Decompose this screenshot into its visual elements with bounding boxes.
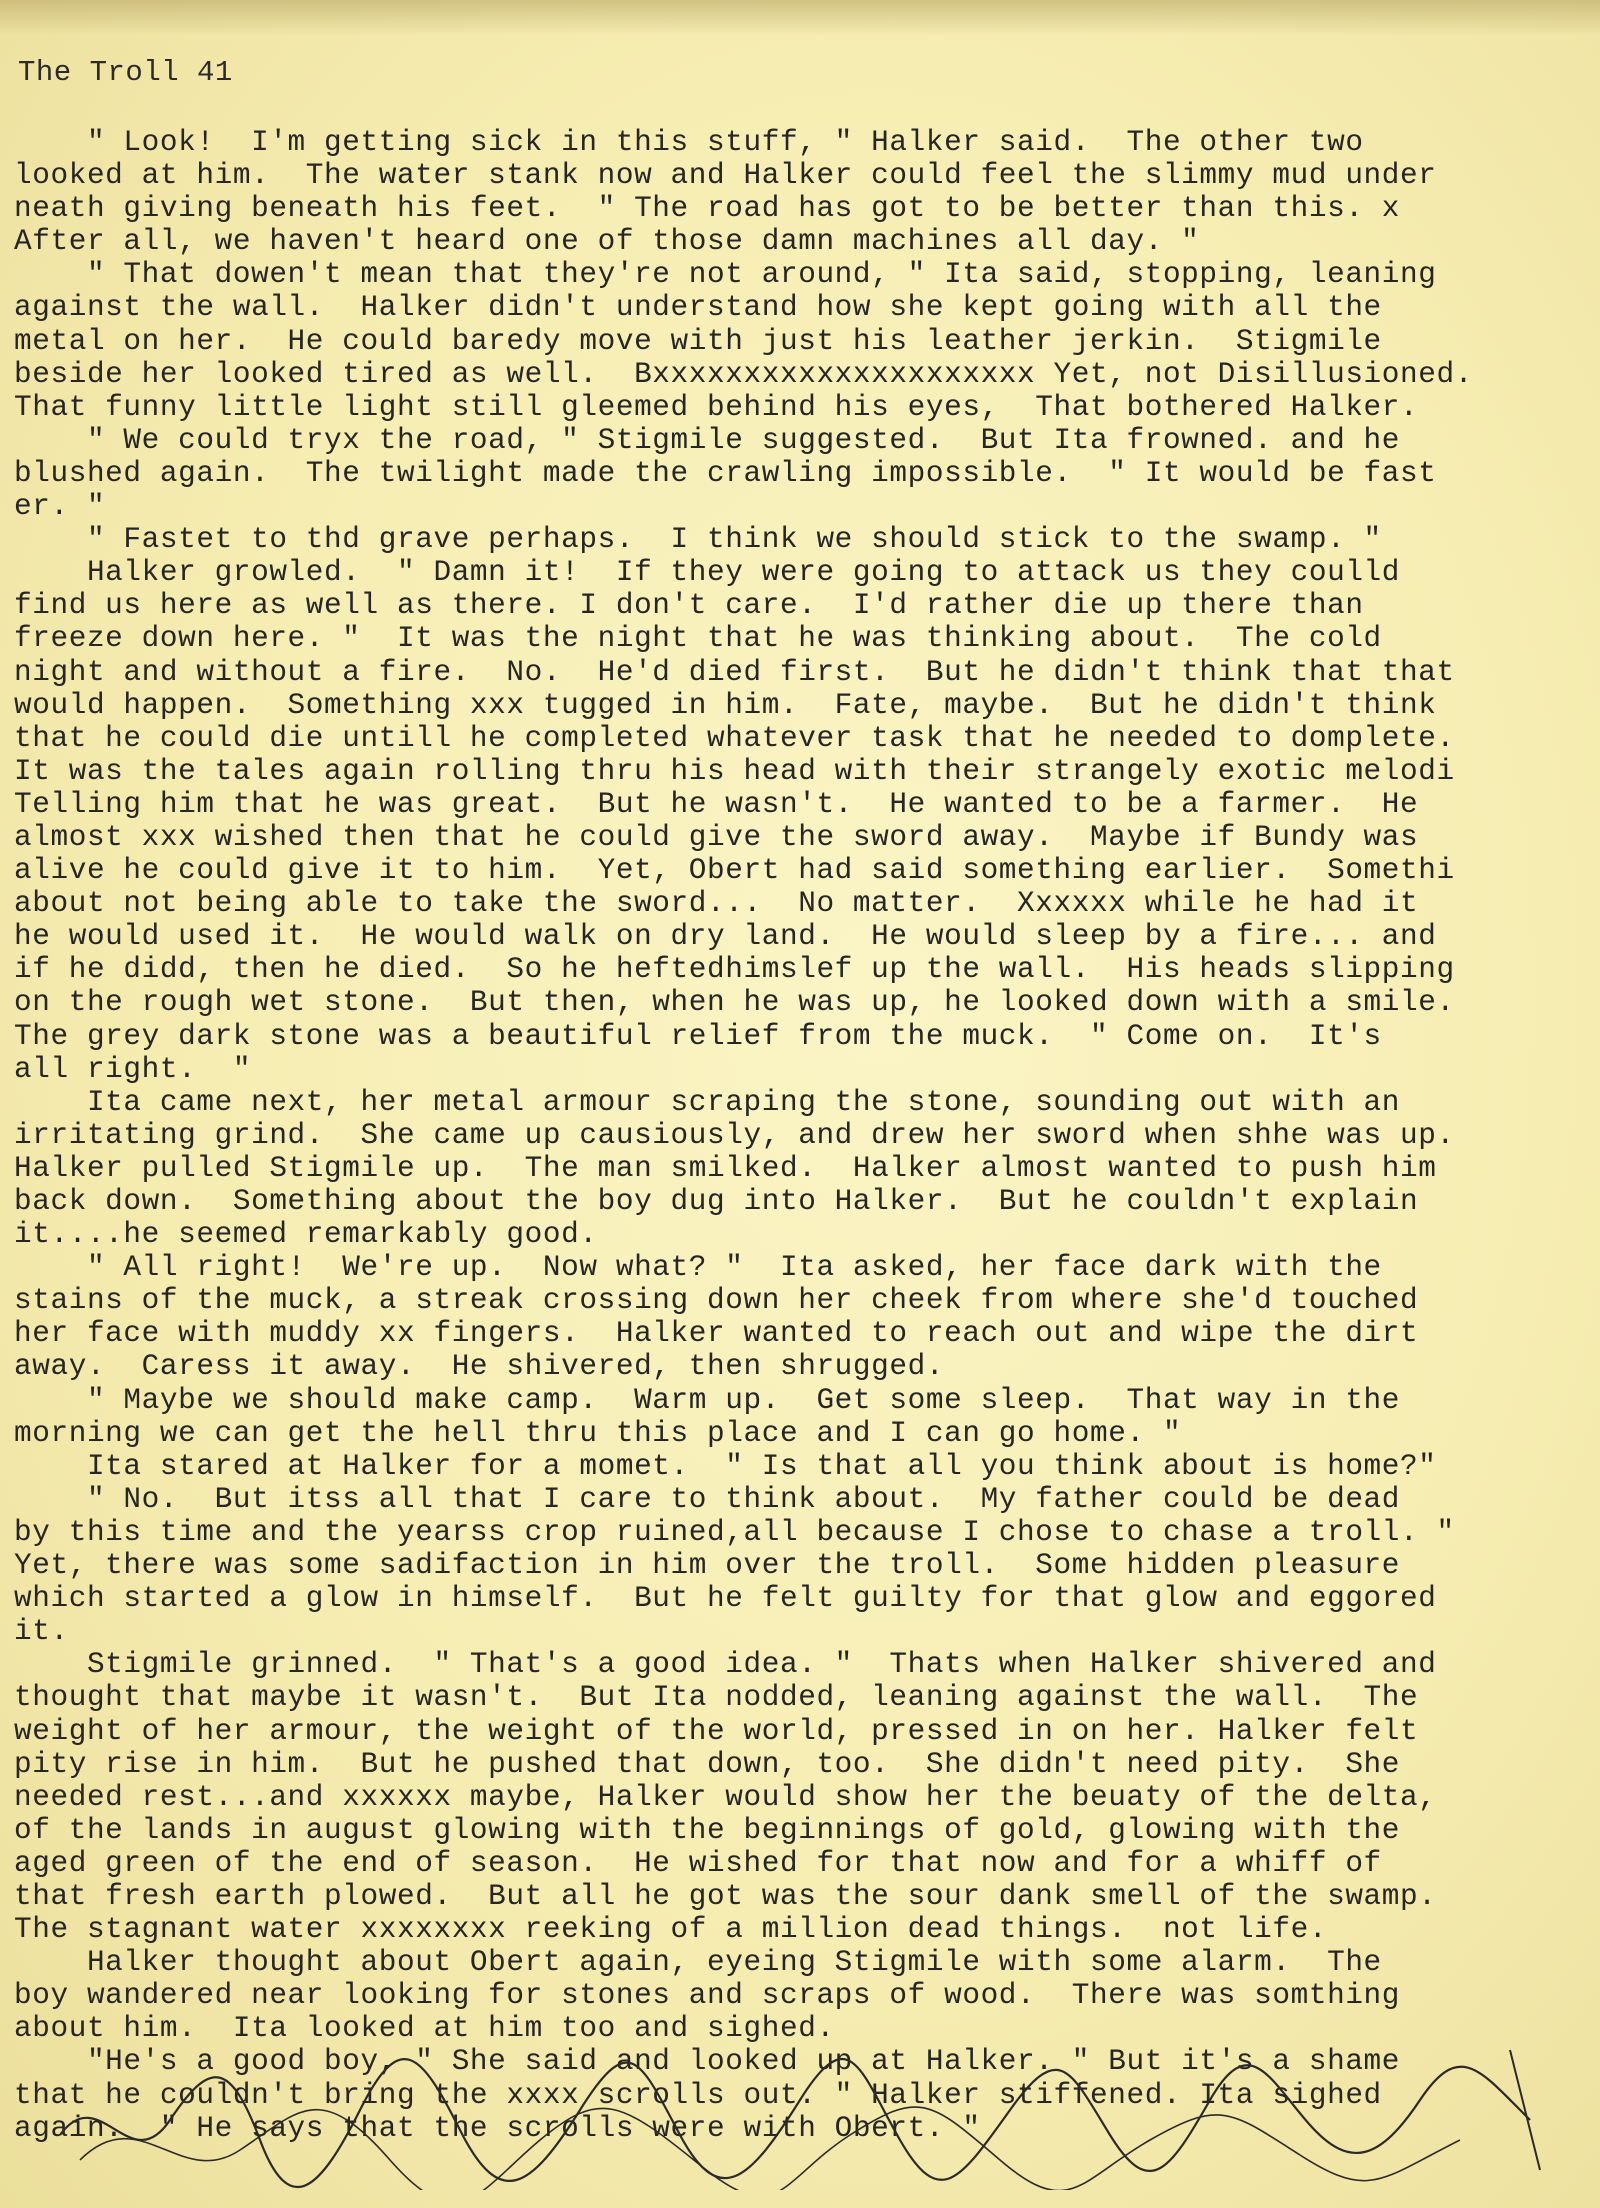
text-line: about him. Ita looked at him too and sighed. [14, 2012, 835, 2046]
text-line: it. [14, 1615, 69, 1649]
text-line: blushed again. The twilight made the crawling impossible. " It would be fast [14, 456, 1437, 490]
text-line: The grey dark stone was a beautiful relief from the muck. " Come on. It's [14, 1019, 1382, 1053]
text-line: Yet, there was some sadifaction in him over the troll. Some hidden pleasure [14, 1549, 1401, 1583]
text-line: metal on her. He could baredy move with just his leather jerkin. Stigmile [14, 324, 1382, 358]
text-line: er. " [14, 490, 106, 524]
text-line: aged green of the end of season. He wished for that now and for a whiff of [14, 1846, 1382, 1880]
text-line: on the rough wet stone. But then, when he was up, he looked down with a smile. [14, 986, 1455, 1020]
text-line: Halker thought about Obert again, eyeing Stigmile with some alarm. The [14, 1946, 1382, 1980]
text-line: " We could tryx the road, " Stigmile suggested. But Ita frowned. and he [14, 423, 1401, 457]
text-line: would happen. Something xxx tugged in him. Fate, maybe. But he didn't think [14, 688, 1437, 722]
text-line: that he could die untill he completed whatever task that he needed to domplete. [14, 721, 1455, 755]
text-line: Ita stared at Halker for a momet. " Is that all you think about is home?" [14, 1449, 1437, 1483]
text-line: morning we can get the hell thru this place and I can go home. " [14, 1416, 1182, 1450]
text-line: night and without a fire. No. He'd died first. But he didn't think that that [14, 655, 1455, 689]
text-line: Halker pulled Stigmile up. The man smilked. Halker almost wanted to push him [14, 1151, 1437, 1185]
text-line: That funny little light still gleemed behind his eyes, That bothered Halker. [14, 390, 1419, 424]
text-line: if he didd, then he died. So he heftedhimslef up the wall. His heads slipping [14, 953, 1455, 987]
text-line: her face with muddy xx fingers. Halker wanted to reach out and wipe the dirt [14, 1317, 1419, 1351]
text-line: After all, we haven't heard one of those damn machines all day. " [14, 225, 1200, 259]
text-line: beside her looked tired as well. Bxxxxxxxxxxxxxxxxxxxxx Yet, not Disillusioned. [14, 357, 1473, 391]
text-line: It was the tales again rolling thru his head with their strangely exotic melodi [14, 754, 1455, 788]
text-line: looked at him. The water stank now and Halker could feel the slimmy mud under [14, 159, 1437, 193]
text-line: " Fastet to thd grave perhaps. I think we should stick to the swamp. " [14, 523, 1382, 557]
text-line: alive he could give it to him. Yet, Obert had said something earlier. Somethi [14, 854, 1455, 888]
text-line: Ita came next, her metal armour scraping the stone, sounding out with an [14, 1085, 1401, 1119]
text-line: neath giving beneath his feet. " The road has got to be better than this. x [14, 192, 1401, 226]
text-line: " All right! We're up. Now what? " Ita asked, her face dark with the [14, 1251, 1382, 1285]
text-line: about not being able to take the sword... No matter. Xxxxxx while he had it [14, 887, 1419, 921]
text-line: needed rest...and xxxxxx maybe, Halker would show her the beuaty of the delta, [14, 1780, 1437, 1814]
text-line: by this time and the yearss crop ruined,all because I chose to chase a troll. " [14, 1515, 1455, 1549]
text-line: The stagnant water xxxxxxxx reeking of a million dead things. not life. [14, 1913, 1328, 1947]
text-line: irritating grind. She came up causiously, and drew her sword when shhe was up. [14, 1118, 1455, 1152]
text-line: " That dowen't mean that they're not around, " Ita said, stopping, leaning [14, 258, 1437, 292]
text-line: " Look! I'm getting sick in this stuff, " Halker said. The other two [14, 126, 1364, 159]
text-line: that he couldn't bring the xxxx scrolls out. " Halker stiffened. Ita sighed [14, 2078, 1382, 2112]
text-line: he would used it. He would walk on dry land. He would sleep by a fire... and [14, 920, 1437, 954]
text-line: it....he seemed remarkably good. [14, 1218, 598, 1252]
text-line: find us here as well as there. I don't care. I'd rather die up there than [14, 589, 1364, 623]
text-line: "He's a good boy, " She said and looked up at Halker. " But it's a shame [14, 2045, 1401, 2079]
text-line: thought that maybe it wasn't. But Ita nodded, leaning against the wall. The [14, 1681, 1419, 1715]
text-line: of the lands in august glowing with the beginnings of gold, glowing with the [14, 1813, 1401, 1847]
text-line: boy wandered near looking for stones and scraps of wood. There was somthing [14, 1979, 1401, 2013]
typed-body-text [14, 126, 1594, 2145]
text-line: away. Caress it away. He shivered, then shrugged. [14, 1350, 945, 1384]
text-line: Halker growled. " Damn it! If they were going to attack us they coulld [14, 556, 1401, 590]
text-line: back down. Something about the boy dug into Halker. But he couldn't explain [14, 1185, 1419, 1218]
text-line: " No. But itss all that I care to think about. My father could be dead [14, 1482, 1401, 1516]
paper-stain [0, 0, 1600, 36]
text-line: all right. " [14, 1052, 252, 1086]
text-line: pity rise in him. But he pushed that down, too. She didn't need pity. She [14, 1747, 1401, 1781]
text-line: which started a glow in himself. But he felt guilty for that glow and eggored [14, 1582, 1437, 1616]
text-line: again. " He says that the scrolls were with Obert. " [14, 2111, 981, 2145]
text-line: " Maybe we should make camp. Warm up. Get some sleep. That way in the [14, 1383, 1401, 1417]
text-line: Telling him that he was great. But he wasn't. He wanted to be a farmer. He [14, 787, 1419, 821]
text-line: Stigmile grinned. " That's a good idea. " Thats when Halker shivered and [14, 1648, 1437, 1682]
text-line: against the wall. Halker didn't understand how she kept going with all the [14, 291, 1382, 325]
text-line: that fresh earth plowed. But all he got was the sour dank smell of the swamp. [14, 1879, 1437, 1913]
text-line: freeze down here. " It was the night that he was thinking about. The cold [14, 622, 1382, 656]
text-line: weight of her armour, the weight of the world, pressed in on her. Halker felt [14, 1714, 1419, 1748]
text-line: stains of the muck, a streak crossing down her cheek from where she'd touched [14, 1284, 1419, 1318]
text-line: almost xxx wished then that he could give the sword away. Maybe if Bundy was [14, 820, 1419, 854]
page-header: The Troll 41 [18, 56, 233, 89]
